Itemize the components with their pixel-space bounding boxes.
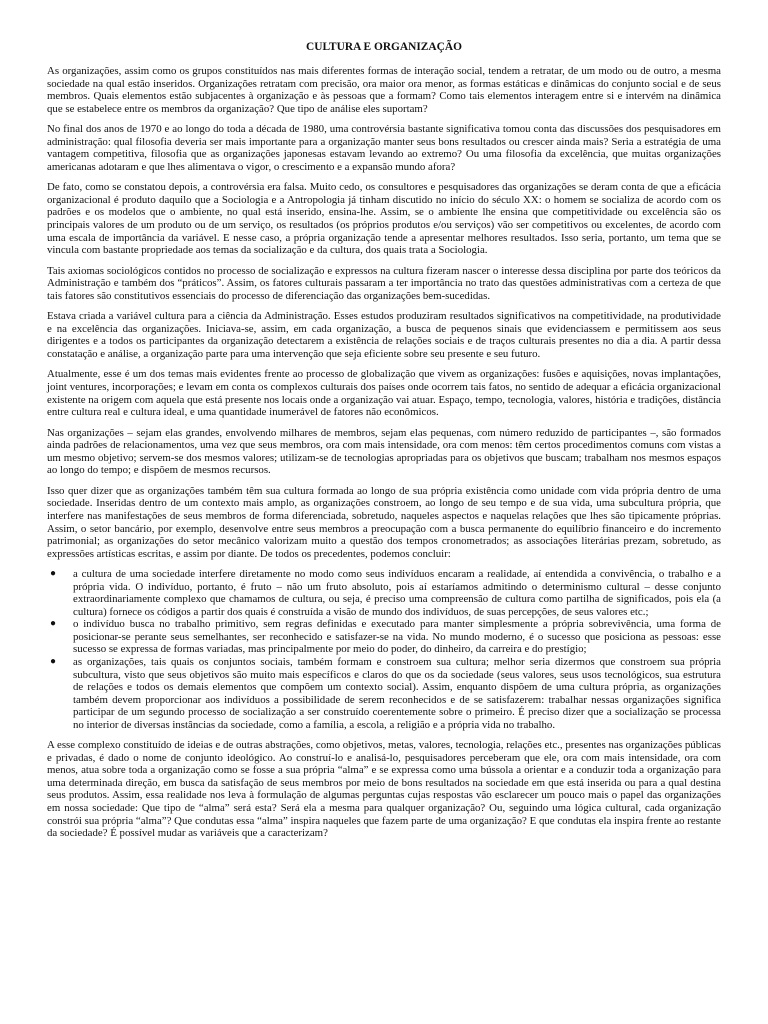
paragraph-intro: As organizações, assim como os grupos constituídos nas mais diferentes formas de interação social, tendem a retratar, de um modo ou de outro, a mesma sociedade na qual estão inseridos. Organizações retratam com precisão, ora maior ora menor, as formas estáticas e dinâmicas do conjunto social e de seus membros. Quais elementos estão subjacentes à organização e às pessoas que a formam? Como tais elementos interagem entre si e intervém na dinâmica que se estabelece entre os membros da organização? Que tipo de análise eles suportam? [47,65,721,115]
document-title: CULTURA E ORGANIZAÇÃO [306,41,462,53]
paragraph-organizational-subculture: Isso quer dizer que as organizações também têm sua cultura formada ao longo de sua própria existência como unidade com vida própria dentro de uma sociedade. Inseridas dentro de um contexto mais amplo, as organizações constroem, ao longo de seu tempo e de sua vida, uma subcultura própria, que interfere nas manifestações de seus membros de forma diferenciada, sobretudo, naqueles aspectos e naquelas relações que lhes são tipicamente próprias. Assim, o setor bancário, por exemplo, desenvolve entre seus membros a preocupação com a busca permanente do equilíbrio financeiro e do incremento patrimonial; as organizações do setor mecânico valorizam muito a questão dos tempos cronometrados; as associações literárias prezam, sobretudo, as expressões artísticas escritas, e assim por diante. De todos os precedentes, podemos concluir: [47,484,721,560]
list-item [47,618,721,656]
paragraph-ideological-set: A esse complexo constituído de ideias e de outras abstrações, como objetivos, metas, valores, tecnologia, relações etc., presentes nas organizações públicas e privadas, é dado o nome de conjunto ideológico. Ao construí-lo e analisá-lo, pesquisadores perceberam que ele, ora com mais intensidade, ora com menos, atua sobre toda a organização como se fosse a sua própria “alma” e se expressa como uma bússola a orientar e a conduzir toda a organização para uma determinada direção, em busca da satisfação de seus membros por meio de bons resultados na sociedade em que está inserida ou para a qual destina seus produtos. Assim, essa realidade nos leva à formulação de algumas perguntas cujas respostas vão esclarecer um pouco mais o papel das organizações em nossa sociedade: Que tipo de “alma” será esta? Será ela a mesma para qualquer organização? Ou, seguindo uma lógica cultural, cada organização constrói sua própria “alma”? Que condutas essa “alma” inspira naqueles que fazem parte de uma organização? E que condutas ela inspira frente ao restante da sociedade? É possível mudar as variáveis que a caracterizam? [47,739,721,840]
paragraph-culture-variable: Estava criada a variável cultura para a ciência da Administração. Esses estudos produziram resultados significativos na competitividade, na produtividade e na excelência das organizações. Iniciava-se, assim, em cada organização, a busca de pequenos sinais que evidenciassem e permitissem aos seus dirigentes e a todos os participantes da organização detectarem a existência de relações sociais e de traços culturais presentes no dia a dia. A partir dessa constatação e análise, a organização parte para uma intervenção que seja eficiente sobre seu presente e seu futuro. [47,310,721,360]
list-item-text: a cultura de uma sociedade interfere diretamente no modo como seus indivíduos encaram a realidade, aí entendida a convivência, o trabalho e a própria vida. O indivíduo, portanto, é fruto – não um fruto absoluto, pois aí estaríamos admitindo o determinismo cultural – desse conjunto extraordinariamente complexo que chamamos de cultura, ou seja, é preciso uma compreensão de cultura como partilha de significados, pois ela (a cultura) fornece os códigos a partir dos quais é construída a visão de mundo dos indivíduos, de suas percepções, de seus valores etc.; [73,568,721,618]
list-item [47,656,721,731]
list-item [47,568,721,618]
paragraph-controversy: No final dos anos de 1970 e ao longo do toda a década de 1980, uma controvérsia bastante significativa tomou conta das discussões dos pesquisadores em administração: qual filosofia deveria ser mais importante para a organização manter seus bons resultados ou crescer ainda mais? Seria a estratégia de uma vantagem competitiva, filosofia que as organizações japonesas estavam levando ao extremo? Ou uma filosofia da excelência, que muitas organizações americanas adotaram e que lhes alimentava o vigor, o crescimento e a expansão mundo afora? [47,123,721,173]
bullet-icon: ● [50,655,57,667]
paragraph-relationship-patterns: Nas organizações – sejam elas grandes, envolvendo milhares de membros, sejam elas pequenas, com número reduzido de participantes –, são formados ainda padrões de relacionamentos, uma vez que seus membros, ora com mais intensidade, ora com menos: têm certos procedimentos comuns com vistas a um mesmo objetivo; servem-se dos mesmos valores; utilizam-se de tecnologias apropriadas para os objetivos que buscam; trabalham nos mesmos espaços ao longo do tempo; e dispõem de mesmos recursos. [47,426,721,477]
paragraph-globalization: Atualmente, esse é um dos temas mais evidentes frente ao processo de globalização que vivem as organizações: fusões e aquisições, novas implantações, joint ventures, incorporações; e levam em conta os complexos culturais dos países onde ocorrem tais fatos, no sentido de adequar a eficácia organizacional existente na origem com aquela que está presente nos locais onde a organização vai atuar. Espaço, tempo, tecnologia, valores, história e tradições, distância entre cultura real e cultura ideal, e uma quantidade inumerável de fatores não econômicos. [47,368,721,419]
list-item-text: o indivíduo busca no trabalho primitivo, sem regras definidas e executado para manter simplesmente a própria sobrevivência, uma forma de posicionar-se perante seus semelhantes, ser reconhecido e satisfazer-se na vida. No mundo moderno, é o sucesso que posiciona as pessoas: esse sucesso se expressa de formas variadas, mas principalmente por meio do poder, do dinheiro, da carreira e do prestígio; [73,618,721,656]
bullet-icon: ● [50,568,57,580]
conclusions-list [47,568,721,731]
paragraph-false-controversy: De fato, como se constatou depois, a controvérsia era falsa. Muito cedo, os consultores e pesquisadores das organizações se deram conta de que a eficácia organizacional é produto daquilo que a Sociologia e a Antropologia já tinham discutido no início do século XX: o homem se socializa de acordo com os padrões e os modelos que o ambiente, no qual está inserido, ensina-lhe. Assim, se o ambiente lhe ensina que competitividade ou excelência são os principais valores de um produto ou de um serviço, os resultados (os próprios produtos e/ou serviços) vão ser competitivos ou excelentes, de acordo com uma escala de importância da variável. E nesse caso, a própria organização tende a apresentar melhores resultados. Isso seria, portanto, um tema que se vincula com bastante propriedade aos temas da socialização e da cultura, dos quais trata a Sociologia. [47,181,721,257]
paragraph-sociological-axioms: Tais axiomas sociológicos contidos no processo de socialização e expressos na cultura fizeram nascer o interesse dessa disciplina por parte dos teóricos da Administração e também dos “práticos”. Assim, os fatores culturais passaram a ter importância no trato das questões administrativas com a certeza de que tais fatores são constitutivos essenciais do processo de diferenciação das organizações bem-sucedidas. [47,264,721,302]
list-item-text: as organizações, tais quais os conjuntos sociais, também formam e constroem sua cultura; melhor seria dizermos que constroem sua própria subcultura, visto que seus objetivos são muito mais específicos e claros do que os da sociedade (seus valores, seus usos tecnológicos, sua estrutura de relações e todos os demais elementos que compõem um contexto social). Assim, enquanto dispõem de uma cultura própria, as organizações também devem proporcionar aos indivíduos a possibilidade de serem reconhecidos e de se satisfazerem: trabalhar nessas organizações significa participar de um segundo processo de socialização a ser construído coerentemente sobre o primeiro. É preciso dizer que a socialização se processa no interior de diversas instâncias da sociedade, como a família, a escola, a religião e a própria vida no trabalho. [73,655,721,731]
bullet-icon: ● [50,618,57,630]
